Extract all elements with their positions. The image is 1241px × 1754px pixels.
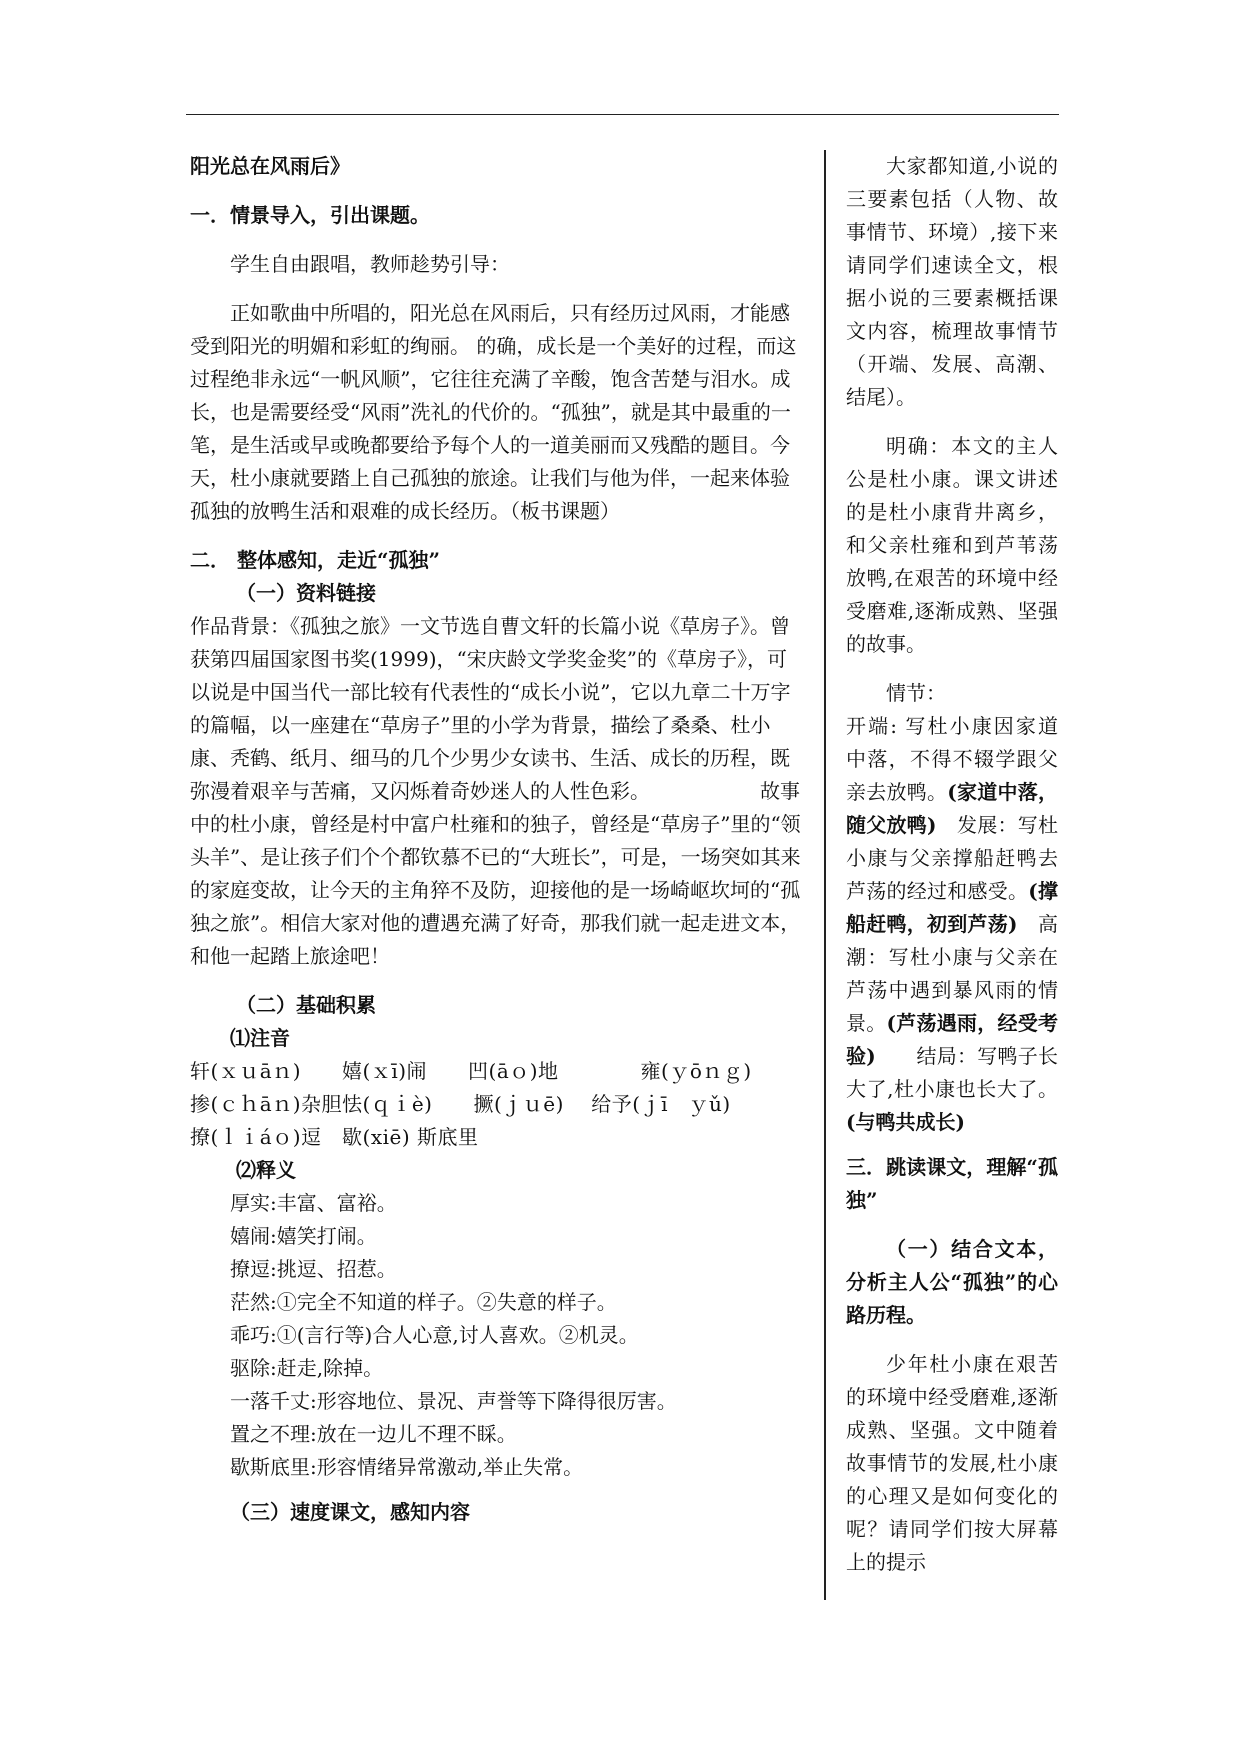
definition-item: 乖巧:①(言行等)合人心意,讨人喜欢。②机灵。 (230, 1323, 639, 1347)
side-column (846, 150, 1058, 1579)
definition-item: 茫然:①完全不知道的样子。②失意的样子。 (230, 1290, 617, 1314)
background-paragraph: 作品背景：《孤独之旅》一文节选自曹文轩的长篇小说《草房子》。曾获第四届国家图书奖(1999)，“宋庆龄文学奖金奖”的《草房子》，可以说是中国当代一部比较有代表性的“成长小说”，它以九章二十万字的篇幅，以一座建在“草房子”里的小学为背景，描绘了桑桑、杜小康、秃鹤、纸月、细马的几个少男少女读书、生活、成长的历程，既弥漫着艰辛与苦痛，又闪烁着奇妙迷人的人性色彩。 故事中的杜小康，曾经是村中富户杜雍和的独子，曾经是“草房子”里的“领头羊”、是让孩子们个个都钦慕不已的“大班长”，可是，一场突如其来的家庭变故，让今天的主角猝不及防，迎接他的是一场崎岖坎坷的“孤独之旅”。相信大家对他的遭遇充满了好奇，那我们就一起走进文本，和他一起踏上旅途吧！ (190, 614, 801, 968)
definition-item: 驱除:赶走,除掉。 (230, 1356, 384, 1380)
header-rule (186, 114, 1059, 115)
definitions-list (190, 1187, 805, 1484)
plot-climax: 高潮：写杜小康与父亲在芦荡中遇到暴风雨的情景。 (846, 912, 1059, 1035)
plot-label: 情节： (886, 681, 946, 705)
definitions-heading: ⑵释义 (236, 1158, 296, 1182)
subsection-2-1-heading: （一）资料链接 (236, 581, 376, 605)
main-column (190, 150, 805, 1529)
plot-opening-summary: (家道中落，随父放鸭) (846, 780, 1058, 837)
subsection-3-1-heading: （一）结合文本，分析主人公“孤独”的心路历程。 (846, 1237, 1058, 1327)
section-2-heading: 二． 整体感知，走近“孤独” (190, 548, 440, 572)
plot-block (846, 710, 1058, 1139)
definition-item: 撩逗:挑逗、招惹。 (230, 1257, 397, 1281)
section-1-intro: 学生自由跟唱，教师趁势引导： (230, 252, 510, 276)
pinyin-line-2: 掺(ｃｈāｎ)杂胆怯(ｑｉè) 撅(ｊｕē) 给予(ｊī ｙǔ) (190, 1092, 731, 1116)
section-1-body: 正如歌曲中所唱的，阳光总在风雨后，只有经历过风雨，才能感受到阳光的明媚和彩虹的绚丽。 的确，成长是一个美好的过程，而这过程绝非永远“一帆风顺”，它往往充满了辛酸，饱含苦楚与泪水。成长，也是需要经受“风雨”洗礼的代价的。“孤独”，就是其中最重的一笔，是生活或早或晚都要给予每个人的一道美丽而又残酷的题目。今天，杜小康就要踏上自己孤独的旅途。让我们与他为伴，一起来体验孤独的放鸭生活和艰难的成长经历。（板书课题） (190, 301, 797, 523)
definition-item: 嬉闹:嬉笑打闹。 (230, 1224, 377, 1248)
plot-ending: 结局：写鸭子长大了,杜小康也长大了。 (846, 1044, 1058, 1101)
subsection-2-3-heading: （三）速度课文，感知内容 (230, 1500, 470, 1524)
side-body: 少年杜小康在艰苦的环境中经受磨难,逐渐成熟、坚强。文中随着故事情节的发展,杜小康的心理又是如何变化的呢？请同学们按大屏幕上的提示 (846, 1352, 1058, 1574)
section-3-heading: 三．跳读课文，理解“孤独” (846, 1155, 1058, 1212)
column-divider (824, 150, 826, 1600)
plot-climax-summary: (芦荡遇雨，经受考验) (846, 1011, 1059, 1068)
definition-item: 一落千丈:形容地位、景况、声誉等下降得很厉害。 (230, 1389, 677, 1413)
plot-development-summary: (撑船赶鸭，初到芦荡) (846, 879, 1058, 936)
lesson-title: 阳光总在风雨后》 (190, 154, 350, 178)
side-answer: 明确：本文的主人公是杜小康。课文讲述的是杜小康背井离乡，和父亲杜雍和到芦苇荡放鸭,在艰苦的环境中经受磨难,逐渐成熟、坚强的故事。 (846, 434, 1058, 656)
pinyin-heading: ⑴注音 (230, 1026, 290, 1050)
section-1-heading: 一．情景导入，引出课题。 (190, 203, 430, 227)
plot-ending-summary: (与鸭共成长) (846, 1110, 965, 1134)
definition-item: 厚实:丰富、富裕。 (230, 1191, 397, 1215)
side-intro: 大家都知道,小说的三要素包括（人物、故事情节、环境）,接下来请同学们速读全文，根据小说的三要素概括课文内容，梳理故事情节（开端、发展、高潮、结尾）。 (846, 154, 1058, 409)
subsection-2-2-heading: （二）基础积累 (236, 993, 376, 1017)
pinyin-line-3: 撩(ｌｉáｏ)逗 歇(xiē) 斯底里 (190, 1125, 479, 1149)
definition-item: 置之不理:放在一边儿不理不睬。 (230, 1422, 517, 1446)
plot-opening: 开端: 写杜小康因家道中落，不得不辍学跟父亲去放鸭。 (846, 714, 1058, 804)
plot-development: 发展：写杜小康与父亲撑船赶鸭去芦荡的经过和感受。 (846, 813, 1059, 903)
pinyin-line-1: 轩(ｘｕāｎ) 嬉(ｘī)闹 凹(āｏ)地 雍(ｙōｎｇ) (190, 1059, 752, 1083)
definition-item: 歇斯底里:形容情绪异常激动,举止失常。 (230, 1455, 584, 1479)
